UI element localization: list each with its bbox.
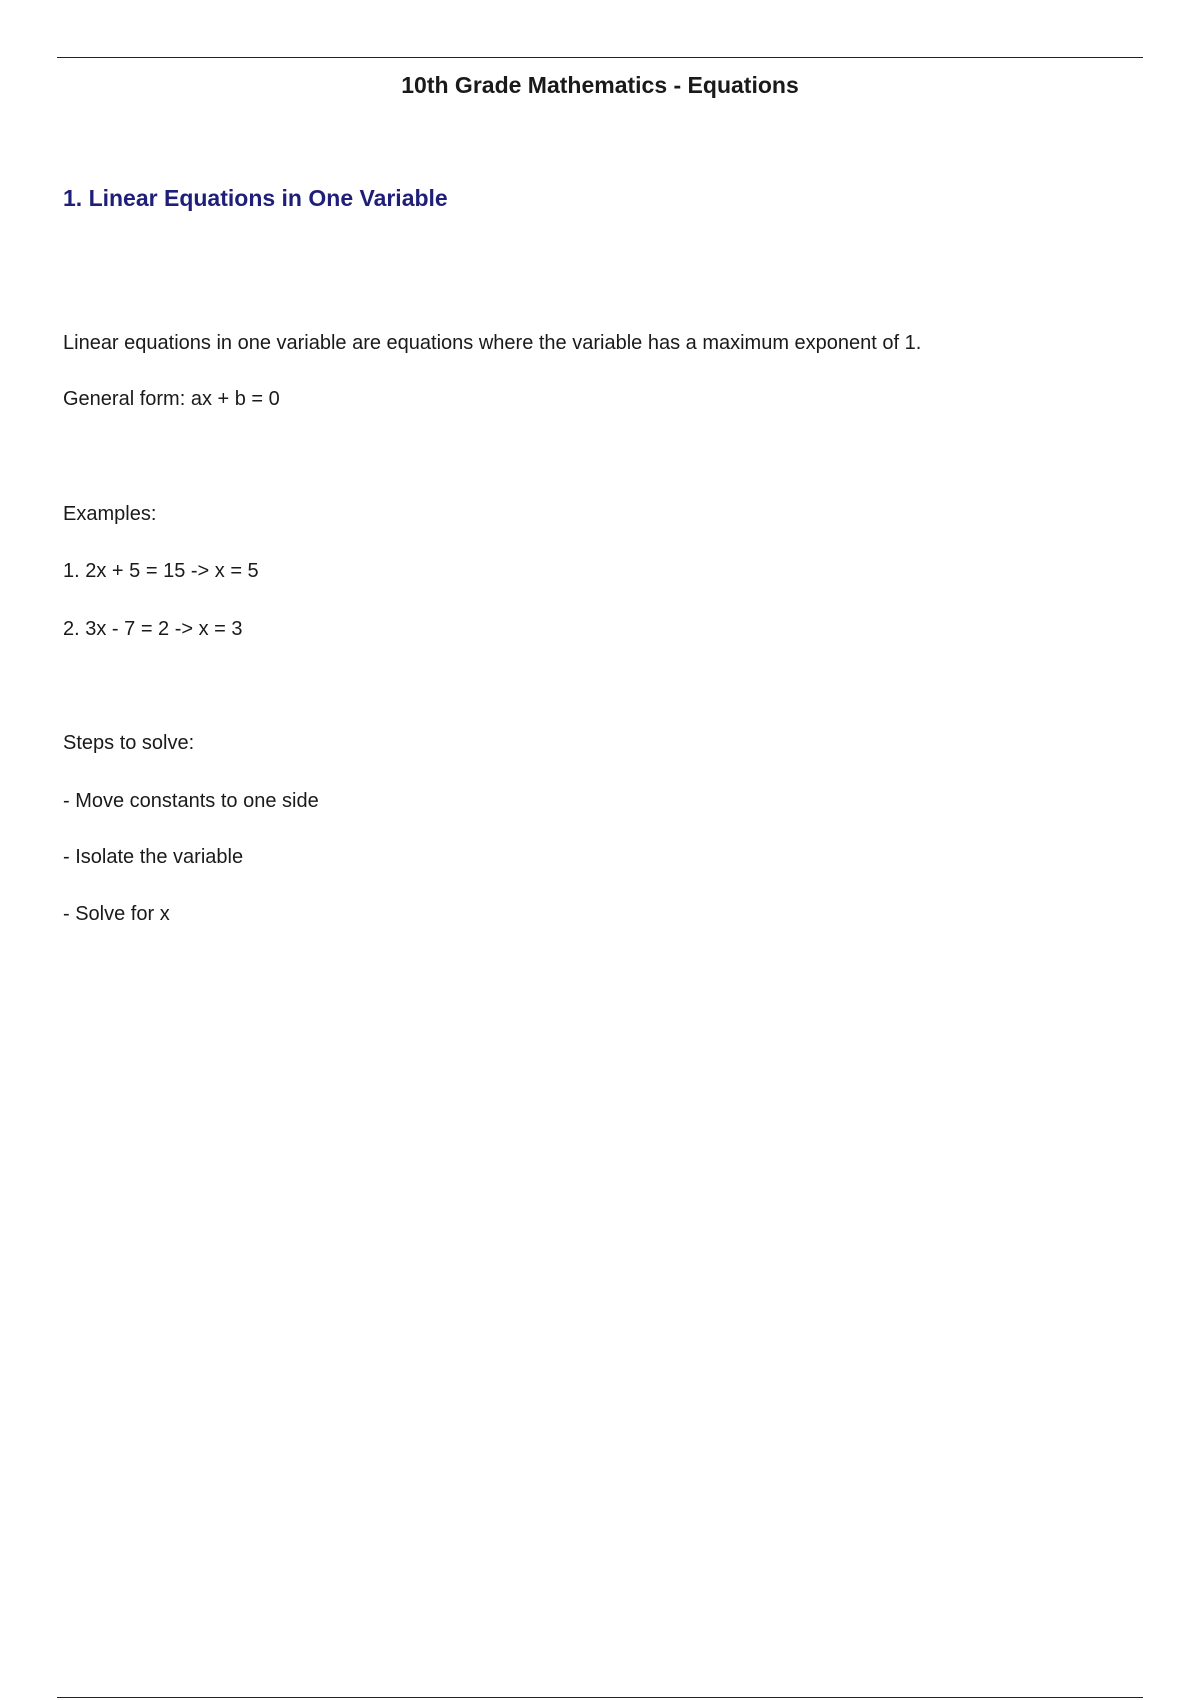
top-rule (57, 57, 1143, 58)
example-item: 2. 3x - 7 = 2 -> x = 3 (63, 618, 243, 640)
steps-label: Steps to solve: (63, 732, 195, 754)
examples-label: Examples: (63, 503, 157, 525)
bottom-rule (57, 1697, 1143, 1698)
section-heading: 1. Linear Equations in One Variable (63, 185, 448, 211)
example-item: 1. 2x + 5 = 15 -> x = 5 (63, 560, 259, 582)
page-title: 10th Grade Mathematics - Equations (401, 72, 799, 98)
step-item: - Solve for x (63, 903, 170, 925)
step-item: - Move constants to one side (63, 790, 319, 812)
intro-paragraph: Linear equations in one variable are equations where the variable has a maximum exponent of 1. (63, 332, 922, 354)
general-form-line: General form: ax + b = 0 (63, 388, 280, 410)
step-item: - Isolate the variable (63, 846, 244, 868)
